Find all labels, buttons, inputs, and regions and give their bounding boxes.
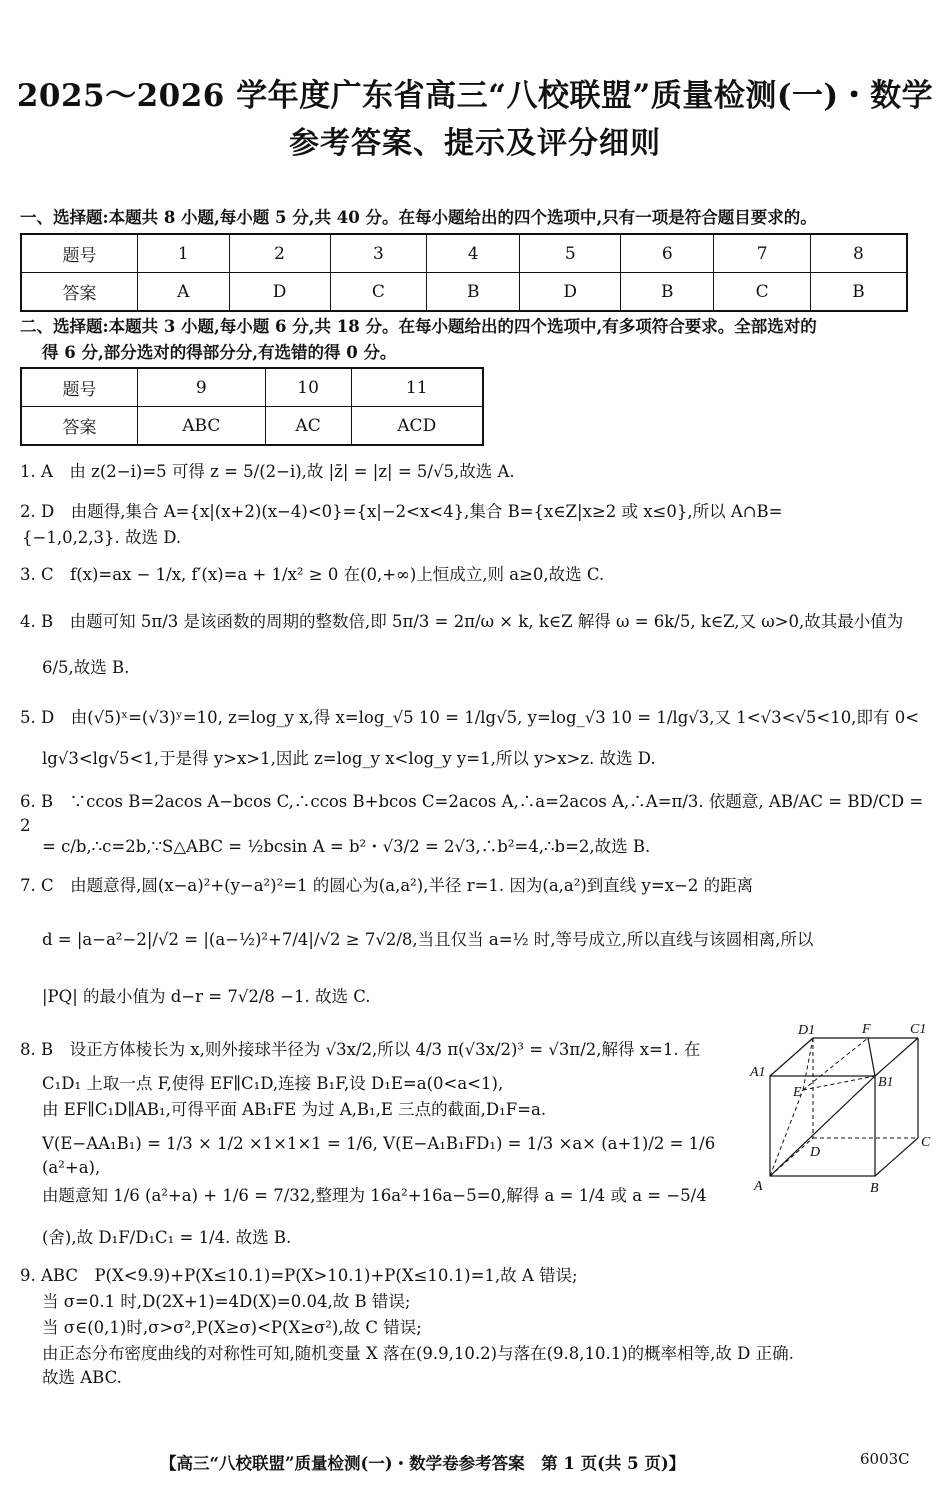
solution-4-line2: 6/5,故选 B. xyxy=(42,658,130,677)
solution-8-line6: (舍),故 D₁F/D₁C₁ = 1/4. 故选 B. xyxy=(42,1228,292,1247)
cube-figure xyxy=(748,1018,938,1198)
answer-cell: D xyxy=(520,273,621,312)
row-label: 题号 xyxy=(21,234,138,273)
edge-a1d1 xyxy=(770,1038,813,1076)
solution-8-line2: C₁D₁ 上取一点 F,使得 EF∥C₁D,连接 B₁F,设 D₁E=a(0<a<1), xyxy=(42,1074,504,1093)
answer-cell: C xyxy=(714,273,811,312)
solution-5-line1: 5. D 由(√5)ˣ=(√3)ʸ=10, z=log_y x,得 x=log_√5 10 = 1/lg√5, y=log_√3 10 = 1/lg√3,又 1<√3<√5<10,即有 0< xyxy=(20,708,920,727)
solution-6-line2: = c/b,∴c=2b,∵S△ABC = ½bcsin A = b²・√3/2 = 2√3,∴b²=4,∴b=2,故选 B. xyxy=(42,837,651,856)
question-number: 4 xyxy=(427,234,520,273)
solution-1: 1. A 由 z(2−i)=5 可得 z = 5/(2−i),故 |z̄| = |z| = 5/√5,故选 A. xyxy=(20,462,515,481)
table-row xyxy=(21,234,907,273)
question-number: 10 xyxy=(265,368,351,407)
answer-cell: B xyxy=(810,273,907,312)
question-number: 1 xyxy=(138,234,230,273)
answer-cell: D xyxy=(229,273,330,312)
section2-heading-line1: 二、选择题:本题共 3 小题,每小题 6 分,共 18 分。在每小题给出的四个选项中,有多项符合要求。全部选对的 xyxy=(20,317,817,336)
page-footer: 【高三“八校联盟”质量检测(一)・数学卷参考答案 第 1 页(共 5 页)】 xyxy=(160,1454,686,1473)
label-c: C xyxy=(921,1135,931,1150)
solution-8-line5: 由题意知 1/6 (a²+a) + 1/6 = 7/32,整理为 16a²+16a−5=0,解得 a = 1/4 或 a = −5/4 xyxy=(42,1186,707,1205)
line-ab1 xyxy=(770,1076,875,1176)
row-label: 题号 xyxy=(21,368,138,407)
table-row xyxy=(21,368,483,407)
question-number: 6 xyxy=(621,234,714,273)
solution-9-line2: 当 σ=0.1 时,D(2X+1)=4D(X)=0.04,故 B 错误; xyxy=(42,1292,411,1311)
solution-8-line4: V(E−AA₁B₁) = 1/3 × 1/2 ×1×1×1 = 1/6, V(E−A₁B₁FD₁) = 1/3 ×a× (a+1)/2 = 1/6 (a²+a), xyxy=(42,1134,716,1177)
solution-2-line2: {−1,0,2,3}. 故选 D. xyxy=(22,528,182,547)
answer-cell: C xyxy=(330,273,427,312)
line-eb1 xyxy=(803,1076,875,1090)
label-f: F xyxy=(862,1022,871,1037)
question-number: 2 xyxy=(229,234,330,273)
solution-9-line4: 由正态分布密度曲线的对称性可知,随机变量 X 落在(9.9,10.2)与落在(9.8,10.1)的概率相等,故 D 正确. xyxy=(42,1344,794,1363)
solution-7-line3: |PQ| 的最小值为 d−r = 7√2/8 −1. 故选 C. xyxy=(42,987,371,1006)
solution-9-line5: 故选 ABC. xyxy=(42,1368,122,1387)
edge-b1c1 xyxy=(875,1038,918,1076)
answer-cell: B xyxy=(427,273,520,312)
question-number: 7 xyxy=(714,234,811,273)
row-label: 答案 xyxy=(21,407,138,446)
label-d1: D1 xyxy=(798,1023,816,1038)
solution-2-line1: 2. D 由题得,集合 A={x|(x+2)(x−4)<0}={x|−2<x<4},集合 B={x∈Z|x≥2 或 x≤0},所以 A∩B= xyxy=(20,502,783,521)
page-subtitle: 参考答案、提示及评分细则 xyxy=(289,126,661,161)
section1-heading: 一、选择题:本题共 8 小题,每小题 5 分,共 40 分。在每小题给出的四个选项中,只有一项是符合题目要求的。 xyxy=(20,208,817,227)
edge-bc xyxy=(875,1138,918,1176)
solution-3: 3. C f(x)=ax − 1/x, f′(x)=a + 1/x² ≥ 0 在(0,+∞)上恒成立,则 a≥0,故选 C. xyxy=(20,565,605,584)
section2-heading xyxy=(20,314,932,366)
question-number: 9 xyxy=(138,368,266,407)
answer-cell: AC xyxy=(265,407,351,446)
section2-heading-line2: 得 6 分,部分选对的得部分分,有选错的得 0 分。 xyxy=(42,343,397,362)
label-e: E xyxy=(793,1085,802,1100)
solution-8-line3: 由 EF∥C₁D∥AB₁,可得平面 AB₁FE 为过 A,B₁,E 三点的截面,D₁F=a. xyxy=(42,1100,547,1119)
label-b1: B1 xyxy=(878,1075,894,1090)
question-number: 11 xyxy=(351,368,483,407)
line-ae xyxy=(770,1090,803,1176)
solution-9-line1: 9. ABC P(X<9.9)+P(X≤10.1)=P(X>10.1)+P(X≤10.1)=1,故 A 错误; xyxy=(20,1266,578,1285)
solution-4-line1: 4. B 由题可知 5π/3 是该函数的周期的整数倍,即 5π/3 = 2π/ω × k, k∈Z 解得 ω = 6k/5, k∈Z,又 ω>0,故其最小值为 xyxy=(20,612,904,631)
label-a: A xyxy=(754,1179,763,1194)
document-code: 6003C xyxy=(860,1450,910,1468)
line-fb1 xyxy=(868,1038,875,1076)
solution-7-line2: d = |a−a²−2|/√2 = |(a−½)²+7/4|/√2 ≥ 7√2/8,当且仅当 a=½ 时,等号成立,所以直线与该圆相离,所以 xyxy=(42,930,814,949)
solution-5-line2: lg√3<lg√5<1,于是得 y>x>1,因此 z=log_y x<log_y y=1,所以 y>x>z. 故选 D. xyxy=(42,749,656,768)
answer-cell: ABC xyxy=(138,407,266,446)
table-row xyxy=(21,407,483,446)
page-title: 2025～2026 学年度广东省高三“八校联盟”质量检测(一)・数学 xyxy=(16,78,934,114)
label-b: B xyxy=(870,1181,879,1196)
row-label: 答案 xyxy=(21,273,138,312)
question-number: 8 xyxy=(810,234,907,273)
label-c1: C1 xyxy=(910,1022,927,1037)
answer-table-1 xyxy=(20,233,908,312)
solution-7-line1: 7. C 由题意得,圆(x−a)²+(y−a²)²=1 的圆心为(a,a²),半径 r=1. 因为(a,a²)到直线 y=x−2 的距离 xyxy=(20,876,754,895)
question-number: 5 xyxy=(520,234,621,273)
solution-8-line1: 8. B 设正方体棱长为 x,则外接球半径为 √3x/2,所以 4/3 π(√3x/2)³ = √3π/2,解得 x=1. 在 xyxy=(20,1040,701,1059)
label-a1: A1 xyxy=(750,1065,766,1080)
answer-cell: A xyxy=(138,273,230,312)
answer-cell: ACD xyxy=(351,407,483,446)
solution-6-line1: 6. B ∵ccos B=2acos A−bcos C,∴ccos B+bcos C=2acos A,∴a=2acos A,∴A=π/3. 依题意, AB/AC = BD/CD = 2 xyxy=(20,792,924,835)
table-row xyxy=(21,273,907,312)
label-d: D xyxy=(810,1145,821,1160)
answer-table-2 xyxy=(20,367,484,446)
solution-9-line3: 当 σ∈(0,1)时,σ>σ²,P(X≥σ)<P(X≥σ²),故 C 错误; xyxy=(42,1318,422,1337)
answer-cell: B xyxy=(621,273,714,312)
question-number: 3 xyxy=(330,234,427,273)
